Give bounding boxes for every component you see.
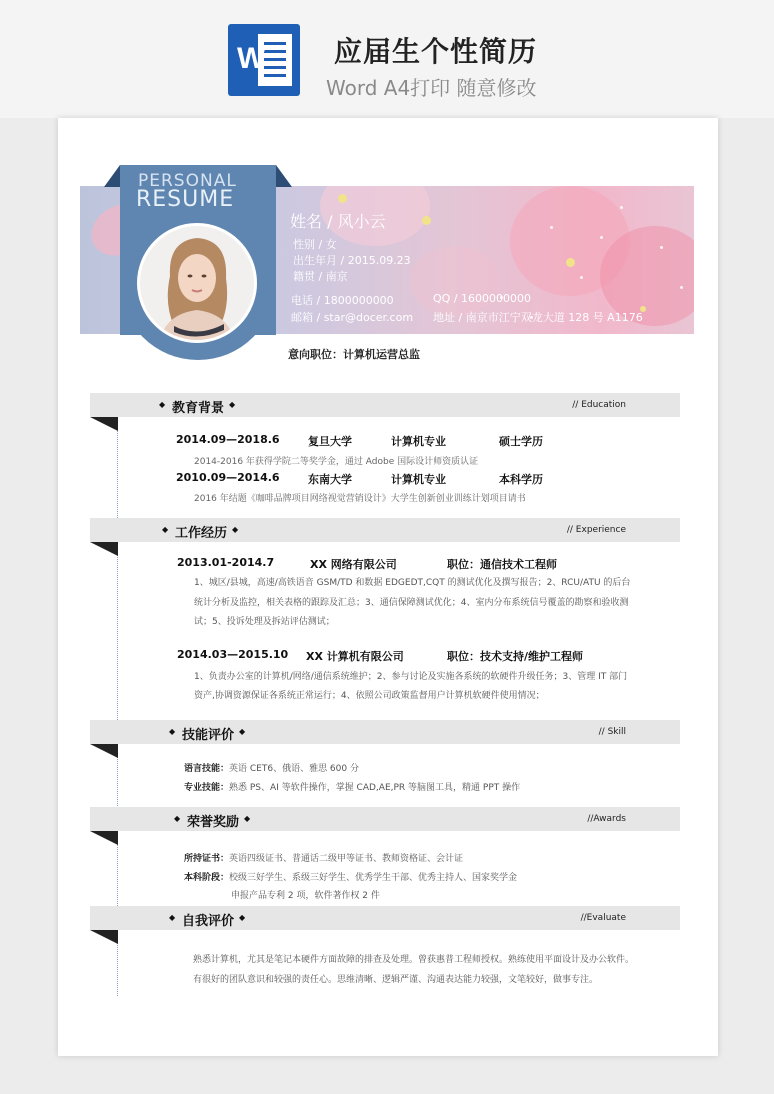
word-letter: W	[237, 42, 266, 75]
work-desc-line: 试；5、投诉处理及拆站评估测试；	[194, 617, 335, 627]
work-desc-line: 1、城区/县城，高速/高铁语音 GSM/TD 和数据 EDGEDT,CQT 的测试优化及撰写报告；2、RCU/ATU 的后台	[194, 578, 631, 588]
award-undergrad: 本科阶段：校级三好学生、系级三好学生、优秀学生干部、优秀主持人、国家奖学金	[184, 873, 518, 883]
section-fold	[90, 930, 118, 944]
section-fold	[90, 831, 118, 845]
work-date: 2014.03—2015.10	[177, 648, 289, 661]
section-fold	[90, 744, 118, 758]
skill-language: 语言技能：英语 CET6、俄语、雅思 600 分	[184, 764, 359, 774]
work-date: 2013.01-2014.7	[177, 556, 275, 569]
intended-position: 意向职位：计算机运营总监	[288, 348, 420, 361]
section-work-en: // Experience	[566, 525, 626, 535]
section-work-title: 工作经历	[175, 526, 228, 541]
candidate-name: 姓名 / 风小云	[290, 212, 386, 231]
section-work-header: ◆ 工作经历 ◆ // Experience	[90, 518, 680, 542]
address: 地址 / 南京市江宁双龙大道 128 号 A1176	[433, 311, 643, 324]
edu-degree: 本科学历	[499, 473, 543, 486]
section-self-en: //Evaluate	[580, 913, 626, 923]
edu-school: 复旦大学	[308, 435, 352, 448]
section-skill-en: // Skill	[598, 727, 626, 737]
section-education-en: // Education	[572, 400, 626, 410]
resume-label: RESUME	[136, 187, 235, 212]
self-eval-line: 有很好的团队意识和较强的责任心。思维清晰、逻辑严谨、沟通表达能力较强，文笔较好，做事专注。	[193, 975, 599, 985]
section-awards-en: //Awards	[587, 814, 626, 824]
work-desc-line: 资产,协调资源保证各系统正常运行；4、依照公司政策监督用户计算机软硬件使用情况；	[194, 691, 545, 701]
work-position: 职位：通信技术工程师	[447, 558, 557, 571]
edu-major: 计算机专业	[391, 435, 446, 448]
ribbon-fold-left	[104, 165, 120, 187]
edu-date: 2010.09—2014.6	[176, 471, 280, 484]
avatar	[137, 223, 257, 343]
work-desc-line: 统计分析及监控，相关表格的跟踪及汇总；3、通信保障测试优化；4、室内分布系统信号覆盖的勘察和验收测	[194, 598, 629, 608]
edu-date: 2014.09—2018.6	[176, 433, 280, 446]
section-education-header: ◆ 教育背景 ◆ // Education	[90, 393, 680, 417]
edu-major: 计算机专业	[391, 473, 446, 486]
qq: QQ / 1600000000	[433, 292, 532, 305]
work-company: XX 计算机有限公司	[306, 650, 404, 663]
award-extra: 申报产品专利 2 项，软件著作权 2 件	[231, 891, 380, 901]
edu-degree: 硕士学历	[499, 435, 543, 448]
origin: 籍贯 / 南京	[293, 270, 348, 283]
work-position: 职位：技术支持/维护工程师	[447, 650, 584, 663]
email: 邮箱 / star@docer.com	[291, 311, 414, 324]
self-eval-line: 熟悉计算机，尤其是笔记本硬件方面故障的排查及处理。曾获惠普工程师授权。熟练使用平面设计及办公软件。	[193, 955, 635, 965]
section-self-title: 自我评价	[182, 914, 235, 929]
section-self-header: ◆ 自我评价 ◆ //Evaluate	[90, 906, 680, 930]
edu-note: 2014-2016 年获得学院二等奖学金，通过 Adobe 国际设计师资质认证	[194, 457, 479, 467]
section-fold	[90, 542, 118, 556]
banner-title: 应届生个性简历	[334, 35, 538, 68]
personal-label: PERSONAL	[138, 171, 237, 191]
top-banner	[0, 0, 774, 118]
birth-date: 出生年月 / 2015.09.23	[293, 254, 411, 267]
section-awards-title: 荣誉奖励	[187, 815, 240, 830]
work-desc-line: 1、负责办公室的计算机/网络/通信系统维护；2、参与讨论及实施各系统的软硬件升级任务；3、管理 IT 部门	[194, 672, 628, 682]
phone: 电话 / 1800000000	[291, 294, 394, 307]
edu-school: 东南大学	[308, 473, 352, 486]
section-fold	[90, 417, 118, 431]
banner-subtitle: Word A4打印 随意修改	[326, 76, 537, 100]
skill-professional: 专业技能：熟悉 PS、AI 等软件操作，掌握 CAD,AE,PR 等脑图工具，精通 PPT 操作	[184, 783, 521, 793]
gender: 性别 / 女	[293, 238, 337, 251]
section-education-title: 教育背景	[172, 401, 225, 416]
section-skill-title: 技能评价	[182, 728, 235, 743]
ribbon-fold-right	[276, 165, 292, 187]
work-company: XX 网络有限公司	[310, 558, 397, 571]
section-awards-header: ◆ 荣誉奖励 ◆ //Awards	[90, 807, 680, 831]
word-icon	[228, 24, 300, 96]
section-skill-header: ◆ 技能评价 ◆ // Skill	[90, 720, 680, 744]
award-certificates: 所持证书：英语四级证书、普通话二级甲等证书、教师资格证、会计证	[184, 854, 464, 864]
edu-note: 2016 年结题《咖啡品牌项目网络视觉营销设计》大学生创新创业训练计划项目请书	[194, 494, 526, 504]
